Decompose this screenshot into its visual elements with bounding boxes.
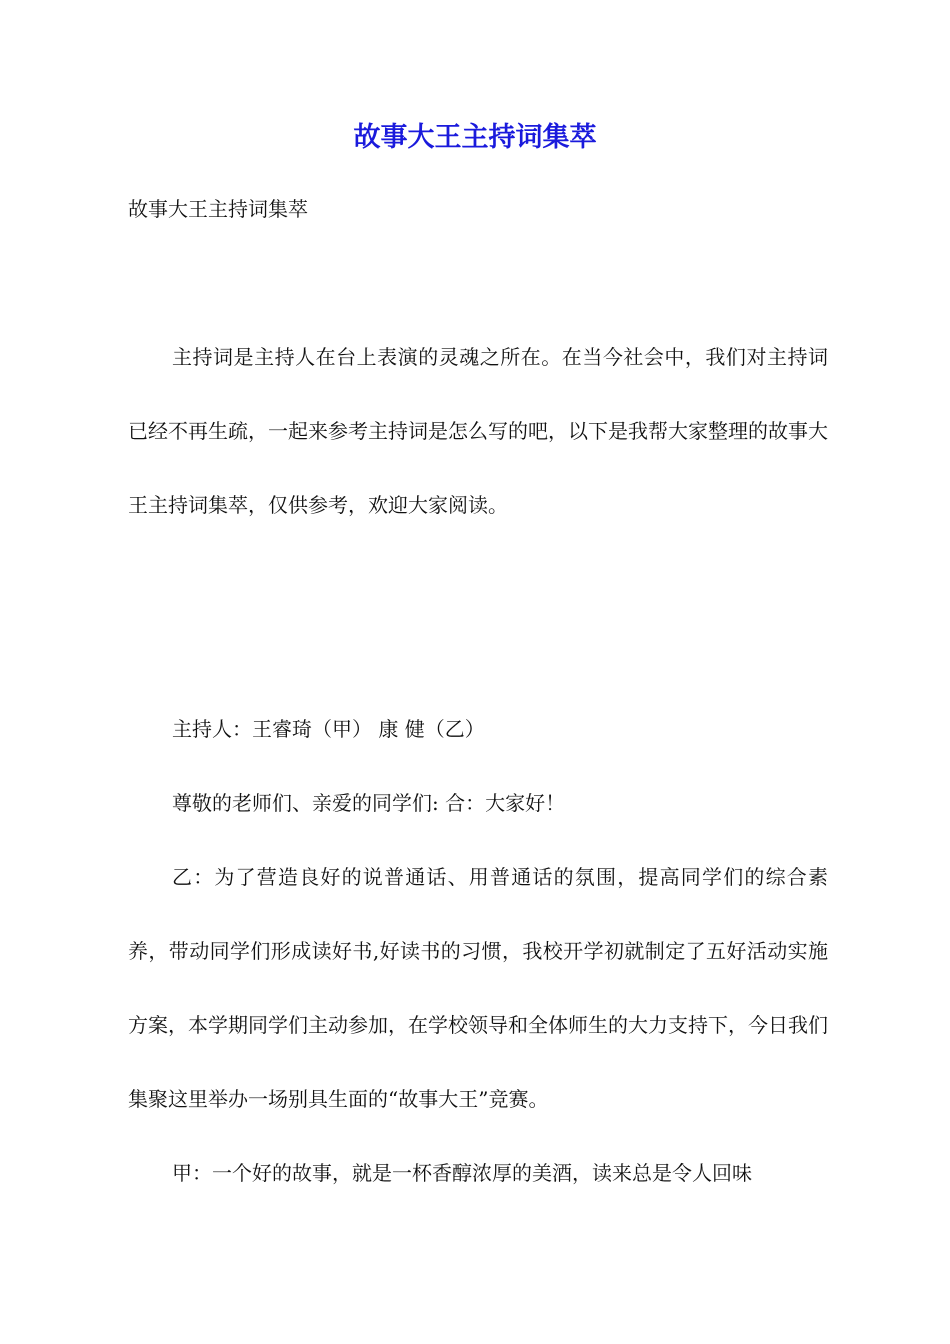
document-title: 故事大王主持词集萃 <box>353 122 597 153</box>
host-b-paragraph: 乙：为了营造良好的说普通话、用普通话的氛围，提高同学们的综合素养，带动同学们形成读好书,好读书的习惯，我校开学初就制定了五好活动实施方案，本学期同学们主动参加，在学校领导和全体师生的大力支持下，今日我们集聚这里举办一场别具生面的“故事大王”竞赛。 <box>128 865 828 1111</box>
document-subtitle: 故事大王主持词集萃 <box>128 197 308 221</box>
host-a-paragraph: 甲：一个好的故事，就是一杯香醇浓厚的美酒，读来总是令人回味 <box>172 1161 752 1185</box>
greeting-line: 尊敬的老师们、亲爱的同学们: 合：大家好！ <box>172 791 566 815</box>
hosts-line: 主持人：王睿琦（甲） 康 健（乙） <box>172 717 485 741</box>
intro-paragraph: 主持词是主持人在台上表演的灵魂之所在。在当今社会中，我们对主持词已经不再生疏，一起来参考主持词是怎么写的吧，以下是我帮大家整理的故事大王主持词集萃，仅供参考，欢迎大家阅读。 <box>128 345 828 517</box>
